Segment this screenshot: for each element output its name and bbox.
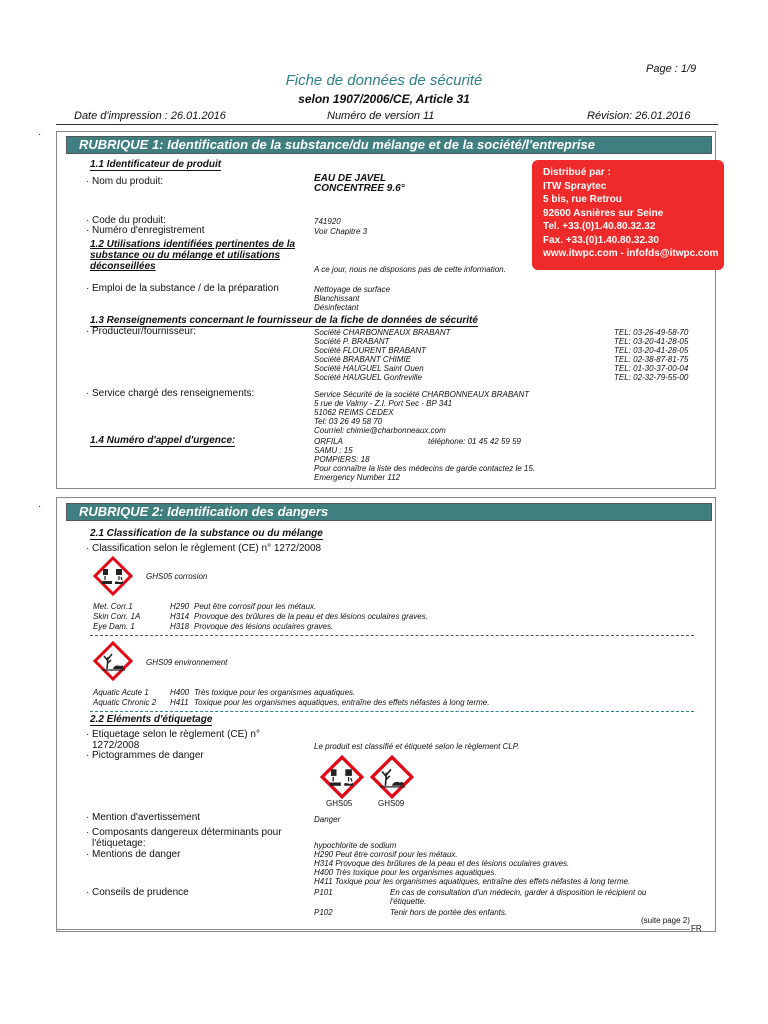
- components-label: [92, 827, 282, 849]
- producer-name: Société P. BRABANT: [314, 337, 390, 346]
- precaution-line: En cas de consultation d'un médecin, garder à disposition le récipient ou: [390, 888, 647, 897]
- labelling-label: [92, 729, 260, 751]
- hazard-row: [93, 688, 693, 698]
- section1-3-title: 1.3 Renseignements concernant le fournisseur de la fiche de données de sécurité: [90, 315, 478, 326]
- producer-name: Société HAUGUEL Gonfreville: [314, 373, 422, 382]
- section1-2-title: [90, 239, 295, 272]
- hazard-category: Met. Corr.1: [93, 602, 133, 611]
- classification-label: · Classification selon le règlement (CE) n° 1272/2008: [92, 543, 321, 554]
- substance-use-values: [314, 285, 390, 312]
- hazard-category: Skin Corr. 1A: [93, 612, 141, 621]
- producer-tel: TEL: 03-20-41-28-05: [614, 346, 689, 355]
- section2-1-title: 2.1 Classification de la substance ou du mélange: [90, 528, 323, 539]
- hazard-row: [93, 698, 693, 708]
- distributor-line: Tel. +33.(0)1.40.80.32.32: [543, 221, 656, 232]
- registration-label: · Numéro d'enregistrement: [92, 225, 205, 236]
- hazard-row: [93, 602, 693, 612]
- ghs05-corrosion-icon: [320, 755, 364, 799]
- use-item: Désinfectant: [314, 303, 359, 312]
- section1-2-line3: déconseillées: [90, 261, 156, 272]
- producer-name: Société HAUGUEL Saint Ouen: [314, 364, 424, 373]
- product-code-value: 741920: [314, 217, 341, 226]
- hazard-text: Provoque des lésions oculaires graves.: [194, 622, 334, 631]
- hazard-text: Provoque des brûlures de la peau et des lésions oculaires graves.: [194, 612, 428, 621]
- hazard-code: H411: [170, 698, 189, 707]
- producer-name: Société CHARBONNEAUX BRABANT: [314, 328, 451, 337]
- distributor-line: 5 bis, rue Retrou: [543, 194, 622, 205]
- product-name-value: [314, 174, 405, 194]
- producer-name: Société FLOURENT BRABANT: [314, 346, 427, 355]
- separator: [90, 711, 694, 712]
- hazard-row: [93, 612, 693, 622]
- section1-1-title: 1.1 Identificateur de produit: [90, 159, 222, 170]
- hazard-category: Eye Dam. 1: [93, 622, 135, 631]
- hazard-statement: H400 Très toxique pour les organismes aquatiques.: [314, 868, 497, 877]
- footer-rule: [56, 929, 690, 930]
- hazards-environment: [93, 688, 693, 708]
- bullet: ·: [38, 501, 42, 512]
- substance-use-label: · Emploi de la substance / de la préparation: [92, 283, 279, 294]
- hazard-statements-label: · Mentions de danger: [92, 849, 180, 860]
- hazard-category: Aquatic Chronic 2: [93, 698, 157, 707]
- section1-2-line2: substance ou du mélange et utilisations: [90, 250, 281, 261]
- signal-word-label: · Mention d'avertissement: [92, 812, 200, 823]
- hazard-text: Peut être corrosif pour les métaux.: [194, 602, 317, 611]
- signal-word-value: Danger: [314, 815, 341, 824]
- service-line: Tel: 03 26 49 58 70: [314, 417, 383, 426]
- service-line: Service Sécurité de la société CHARBONNEAUX BRABANT: [314, 390, 530, 399]
- section1-2-line1: 1.2 Utilisations identifiées pertinentes de la: [90, 239, 296, 250]
- service-line: Courriel: chimie@charbonneaux.com: [314, 426, 446, 435]
- producer-tels: [614, 328, 688, 382]
- section2-heading: RUBRIQUE 2: Identification des dangers: [66, 503, 712, 521]
- hazards-corrosion: [93, 602, 693, 632]
- distributor-line: www.itwpc.com - infofds@itwpc.com: [543, 248, 719, 259]
- identified-uses-value: A ce jour, nous ne disposons pas de cette information.: [314, 265, 506, 274]
- hazard-code: H290: [170, 602, 190, 611]
- product-name-label: · Nom du produit:: [92, 176, 163, 187]
- components-line2: l'étiquetage:: [92, 838, 146, 849]
- producer-name: Société BRABANT CHIMIE: [314, 355, 411, 364]
- emergency-phone: téléphone: 01 45 42 59 59: [428, 437, 521, 446]
- revision-date: Révision: 26.01.2016: [587, 110, 691, 122]
- components-value: hypochlorite de sodium: [314, 841, 397, 850]
- producer-label: · Producteur/fournisseur:: [92, 326, 196, 337]
- bullet: ·: [38, 129, 42, 140]
- labelling-value: Le produit est classifié et étiqueté selon le règlement CLP.: [314, 742, 520, 751]
- ghs09-caption: GHS09 environnement: [146, 658, 228, 667]
- registration-value: Voir Chapitre 3: [314, 227, 368, 236]
- emergency-line: SAMU : 15: [314, 446, 353, 455]
- distributor-line: Distribué par :: [543, 167, 611, 178]
- use-item: Blanchissant: [314, 294, 360, 303]
- language-code: FR: [691, 924, 702, 933]
- continued-note: (suite page 2): [641, 916, 690, 925]
- emergency-line: POMPIERS: 18: [314, 455, 370, 464]
- emergency-orfila: ORFILA: [314, 437, 343, 446]
- producer-tel: TEL: 03-20-41-28-05: [614, 337, 689, 346]
- precaution-code: P101: [314, 888, 333, 897]
- product-name-line2: CONCENTREE 9.6°: [314, 183, 405, 194]
- use-item: Nettoyage de surface: [314, 285, 391, 294]
- labelling-line1: · Etiquetage selon le règlement (CE) n°: [92, 729, 260, 740]
- hazard-text: Très toxique pour les organismes aquatiques.: [194, 688, 356, 697]
- print-date: Date d'impression : 26.01.2016: [74, 110, 226, 122]
- pictogram-code: GHS05: [326, 799, 353, 808]
- product-code-label: · Code du produit:: [92, 215, 166, 226]
- components-line1: · Composants dangereux déterminants pour: [92, 827, 282, 838]
- hazard-row: [93, 622, 693, 632]
- distributor-line: ITW Spraytec: [543, 180, 607, 192]
- distributor-box: [532, 160, 724, 270]
- ghs05-corrosion-icon: [93, 556, 133, 596]
- product-name-line1: EAU DE JAVEL: [314, 173, 387, 184]
- ghs09-environment-icon: [370, 755, 414, 799]
- header-rule: [56, 124, 718, 125]
- hazard-statement: H411 Toxique pour les organismes aquatiques, entraîne des effets néfastes à long terme.: [314, 877, 631, 886]
- producer-tel: TEL: 01-30-37-00-04: [614, 364, 689, 373]
- service-line: 5 rue de Valmy - Z.I. Port Sec - BP 341: [314, 399, 453, 408]
- ghs05-caption: GHS05 corrosion: [146, 572, 208, 581]
- pictogram-code: GHS09: [378, 799, 405, 808]
- producer-tel: TEL: 03-26-49-58-70: [614, 328, 689, 337]
- page-subtitle: selon 1907/2006/CE, Article 31: [298, 92, 470, 106]
- emergency-values: [314, 446, 535, 482]
- emergency-line: Emergency Number 112: [314, 473, 401, 482]
- hazard-code: H400: [170, 688, 190, 697]
- producer-tel: TEL: 02-32-79-55-00: [614, 373, 689, 382]
- hazard-text: Toxique pour les organismes aquatiques, entraîne des effets néfastes à long terme.: [194, 698, 490, 707]
- labelling-line2: 1272/2008: [92, 740, 140, 751]
- service-values: [314, 390, 529, 435]
- hazard-category: Aquatic Acute 1: [93, 688, 149, 697]
- service-label: · Service chargé des renseignements:: [92, 388, 254, 399]
- distributor-line: Fax. +33.(0)1.40.80.32.30: [543, 234, 659, 246]
- section1-4-title: 1.4 Numéro d'appel d'urgence:: [90, 435, 236, 446]
- hazard-code: H318: [170, 622, 190, 631]
- distributor-line: 92600 Asnières sur Seine: [543, 207, 664, 219]
- service-line: 51062 REIMS CEDEX: [314, 408, 394, 417]
- producer-tel: TEL: 02-38-87-81-75: [614, 355, 689, 364]
- hazard-statements: [314, 850, 630, 886]
- precaution-line: l'étiquette.: [390, 897, 427, 906]
- precaution-code: P102: [314, 908, 333, 917]
- emergency-line: Pour connaître la liste des médecins de garde contactez le 15.: [314, 464, 536, 473]
- precaution-text: [390, 888, 700, 906]
- ghs09-environment-icon: [93, 641, 133, 681]
- hazard-statement: H290 Peut être corrosif pour les métaux.: [314, 850, 458, 859]
- producer-list: [314, 328, 450, 382]
- precaution-text: Tenir hors de portée des enfants.: [390, 908, 508, 917]
- hazard-code: H314: [170, 612, 190, 621]
- separator: [90, 635, 694, 636]
- precaution-label: · Conseils de prudence: [92, 887, 189, 898]
- hazard-statement: H314 Provoque des brûlures de la peau et des lésions oculaires graves.: [314, 859, 570, 868]
- page-title: Fiche de données de sécurité: [285, 72, 483, 89]
- pictograms-label: · Pictogrammes de danger: [92, 750, 204, 761]
- page-number: Page : 1/9: [646, 63, 697, 75]
- version-number: Numéro de version 11: [327, 110, 435, 122]
- section1-heading: RUBRIQUE 1: Identification de la substance/du mélange et de la société/l'entreprise: [66, 136, 712, 154]
- section2-2-title: 2.2 Eléments d'étiquetage: [90, 714, 213, 725]
